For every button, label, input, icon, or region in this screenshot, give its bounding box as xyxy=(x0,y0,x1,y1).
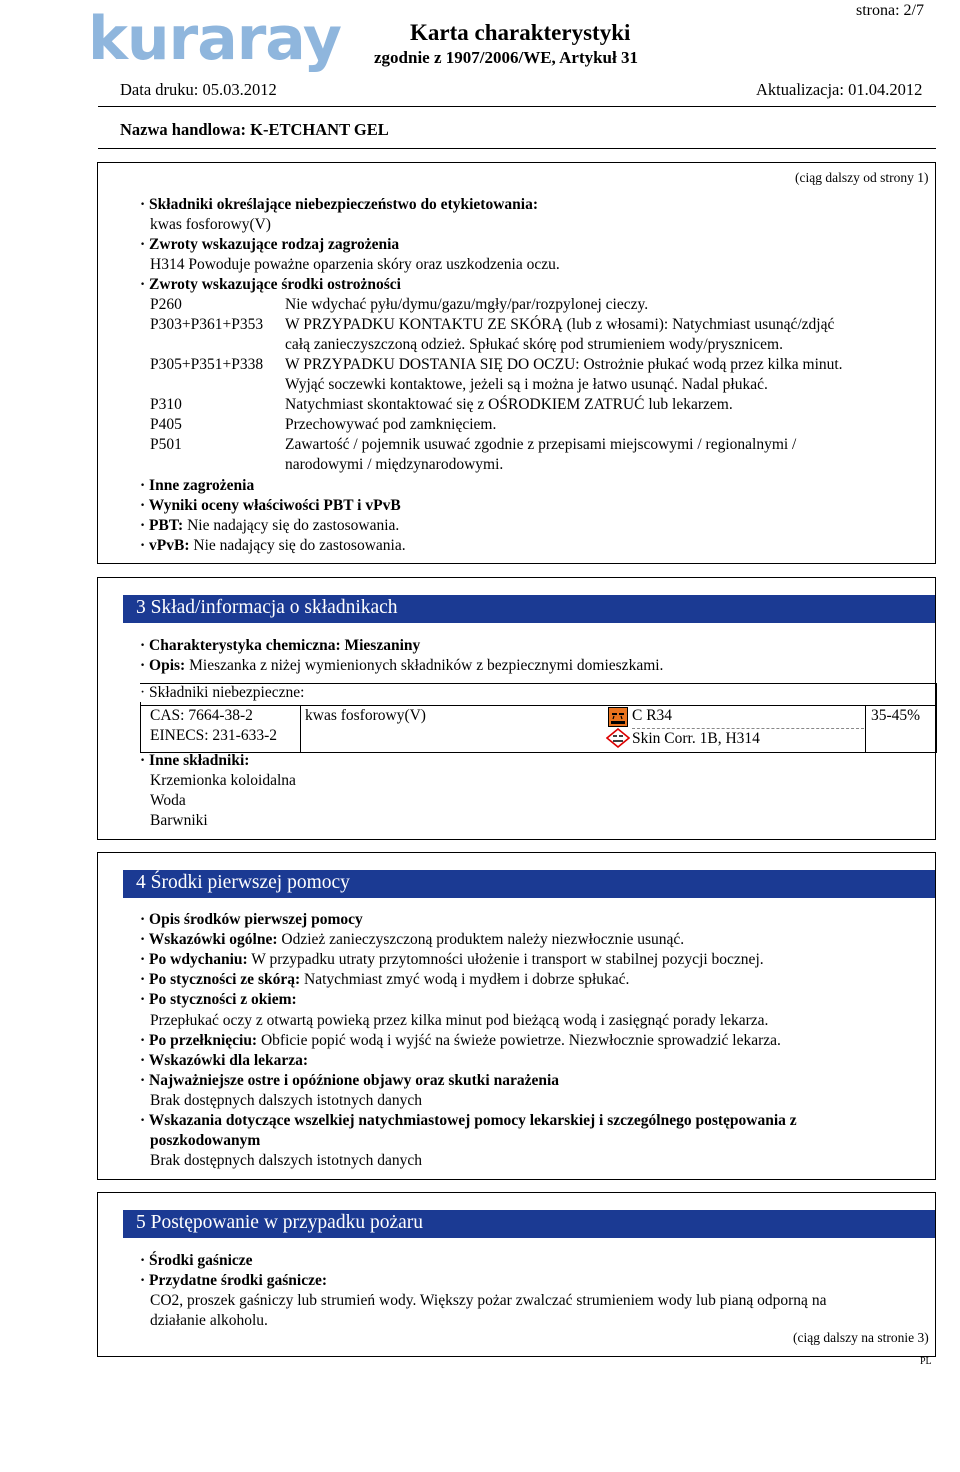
p310-code: P310 xyxy=(150,396,182,413)
description-line xyxy=(140,657,663,675)
language-code: PL xyxy=(920,1356,932,1367)
immediate-care-value: Brak dostępnych dalszych istotnych danych xyxy=(150,1152,423,1169)
update-date: Aktualizacja: 01.04.2012 xyxy=(756,80,923,99)
trade-name: Nazwa handlowa: K-ETCHANT GEL xyxy=(120,120,389,139)
other-component: Barwniki xyxy=(150,812,208,829)
classification-separator xyxy=(632,728,864,729)
symptoms-heading: · Najważniejsze ostre i opóźnione objawy oraz skutki narażenia xyxy=(140,1072,560,1089)
page-number: strona: 2/7 xyxy=(856,2,924,19)
section-3-header xyxy=(123,595,935,623)
inhalation-label: · Po wdychaniu: xyxy=(140,951,248,968)
p303-text-1: W PRZYPADKU KONTAKTU ZE SKÓRĄ (lub z włosami): Natychmiast usunąć/zdjąć xyxy=(285,316,835,333)
table-bottom-border xyxy=(141,752,936,753)
chemical-characterization: · Charakterystyka chemiczna: Mieszaniny xyxy=(140,637,421,654)
section-4-title: 4 Środki pierwszej pomocy xyxy=(136,872,350,893)
vpvb-value: Nie nadający się do zastosowania. xyxy=(189,537,406,554)
p305-text-1: W PRZYPADKU DOSTANIA SIĘ DO OCZU: Ostrożnie płukać wodą przez kilka minut. xyxy=(285,356,843,373)
table-column-separator xyxy=(865,705,866,752)
p260-text: Nie wdychać pyłu/dymu/gazu/mgły/par/rozpylonej cieczy. xyxy=(285,296,649,313)
labeling-component: kwas fosforowy(V) xyxy=(150,216,271,233)
concentration: 35-45% xyxy=(871,707,921,724)
pbt-line xyxy=(140,517,399,535)
section-3-title: 3 Skład/informacja o składnikach xyxy=(136,597,398,618)
document-title: Karta charakterystyki xyxy=(410,20,631,45)
header-divider xyxy=(98,106,936,107)
p260-code: P260 xyxy=(150,296,182,313)
general-advice-label: · Wskazówki ogólne: xyxy=(140,931,278,948)
p310-text: Natychmiast skontaktować się z OŚRODKIEM ZATRUĆ lub lekarzem. xyxy=(285,396,733,413)
hazard-statement-h314: H314 Powoduje poważne oparzenia skóry oraz uszkodzenia oczu. xyxy=(150,256,560,273)
ghs05-corrosion-icon xyxy=(606,728,630,748)
suitable-media-heading: · Przydatne środki gaśnicze: xyxy=(140,1272,327,1289)
p501-code: P501 xyxy=(150,436,182,453)
continued-to: (ciąg dalszy na stronie 3) xyxy=(793,1330,929,1345)
pbt-value: Nie nadający się do zastosowania. xyxy=(183,517,400,534)
skin-contact-label: · Po styczności ze skórą: xyxy=(140,971,301,988)
symptoms-value: Brak dostępnych dalszych istotnych danych xyxy=(150,1092,423,1109)
p303-text-2: całą zanieczyszczoną odzież. Spłukać skórę pod strumieniem wody/prysznicem. xyxy=(285,336,783,353)
pbt-label: · PBT: xyxy=(140,517,184,534)
einecs-number: EINECS: 231-633-2 xyxy=(150,727,278,744)
hazard-statements-heading: · Zwroty wskazujące rodzaj zagrożenia xyxy=(140,236,400,253)
other-component: Woda xyxy=(150,792,186,809)
section-5-header xyxy=(123,1210,935,1238)
description-value: Mieszanka z niżej wymienionych składników z bezpiecznymi domieszkami. xyxy=(185,657,664,674)
vpvb-line xyxy=(140,537,406,555)
eye-contact-label: · Po styczności z okiem: xyxy=(140,991,297,1008)
labeling-components-heading: · Składniki określające niebezpieczeństwo do etykietowania: xyxy=(140,196,538,213)
skin-contact-line xyxy=(140,971,629,989)
description-label: · Opis: xyxy=(140,657,186,674)
hazardous-components-heading: · Składniki niebezpieczne: xyxy=(140,684,308,702)
table-row-separator xyxy=(141,705,936,706)
swallowing-label: · Po przełknięciu: xyxy=(140,1032,258,1049)
substance-name: kwas fosforowy(V) xyxy=(305,707,426,724)
swallowing-value: Obficie popić wodą i wyjść na świeże powietrze. Niezwłocznie sprowadzić lekarza. xyxy=(257,1032,781,1049)
inhalation-value: W przypadku utraty przytomności ułożenie i transport w stabilnej pozycji bocznej. xyxy=(247,951,764,968)
eye-contact-value: Przepłukać oczy z otwartą powieką przez kilka minut pod bieżącą wodą i zasięgnąć porady lekarza. xyxy=(150,1012,769,1029)
print-date: Data druku: 05.03.2012 xyxy=(120,80,277,99)
general-advice-line xyxy=(140,931,684,949)
classification-r34: C R34 xyxy=(632,707,673,724)
vpvb-label: · vPvB: xyxy=(140,537,190,554)
suitable-media-text-1: CO2, proszek gaśniczy lub strumień wody. Większy pożar zwalczać strumieniem wody lub pianą odporną na xyxy=(150,1292,827,1309)
other-hazards-heading: · Inne zagrożenia xyxy=(140,477,255,494)
corrosive-icon xyxy=(608,707,628,727)
precautionary-heading: · Zwroty wskazujące środki ostrożności xyxy=(140,276,401,293)
immediate-care-heading-1: · Wskazania dotyczące wszelkiej natychmiastowej pomocy lekarskiej i szczególnego postępowania z xyxy=(140,1112,797,1129)
general-advice-value: Odzież zanieczyszczoną produktem należy niezwłocznie usunąć. xyxy=(277,931,685,948)
document-subtitle: zgodnie z 1907/2006/WE, Artykuł 31 xyxy=(374,48,638,67)
p405-text: Przechowywać pod zamknięciem. xyxy=(285,416,497,433)
pbt-evaluation-heading: · Wyniki oceny właściwości PBT i vPvB xyxy=(140,497,401,514)
suitable-media-text-2: działanie alkoholu. xyxy=(150,1312,268,1329)
other-component: Krzemionka koloidalna xyxy=(150,772,296,789)
section-4-header xyxy=(123,870,935,898)
trade-divider xyxy=(98,148,936,149)
classification-skin-corr: Skin Corr. 1B, H314 xyxy=(632,730,760,747)
other-components-heading: · Inne składniki: xyxy=(140,752,250,769)
swallowing-line xyxy=(140,1032,781,1050)
p305-code: P305+P351+P338 xyxy=(150,356,264,373)
inhalation-line xyxy=(140,951,764,969)
first-aid-description-heading: · Opis środków pierwszej pomocy xyxy=(140,911,363,928)
continued-from: (ciąg dalszy od strony 1) xyxy=(795,170,929,185)
p305-text-2: Wyjąć soczewki kontaktowe, jeżeli są i można je łatwo usunąć. Nadal płukać. xyxy=(285,376,768,393)
table-column-separator xyxy=(300,705,301,752)
cas-number: CAS: 7664-38-2 xyxy=(150,707,253,724)
extinguishing-media-heading: · Środki gaśnicze xyxy=(140,1252,253,1269)
doctor-advice-heading: · Wskazówki dla lekarza: xyxy=(140,1052,309,1069)
company-logo: kuraray xyxy=(88,4,342,74)
p501-text-2: narodowymi / międzynarodowymi. xyxy=(285,456,504,473)
p303-code: P303+P361+P353 xyxy=(150,316,264,333)
immediate-care-heading-2: poszkodowanym xyxy=(150,1132,261,1149)
section-5-title: 5 Postępowanie w przypadku pożaru xyxy=(136,1212,424,1233)
skin-contact-value: Natychmiast zmyć wodą i mydłem i dobrze spłukać. xyxy=(300,971,630,988)
p501-text-1: Zawartość / pojemnik usuwać zgodnie z przepisami miejscowymi / regionalnymi / xyxy=(285,436,797,453)
p405-code: P405 xyxy=(150,416,182,433)
